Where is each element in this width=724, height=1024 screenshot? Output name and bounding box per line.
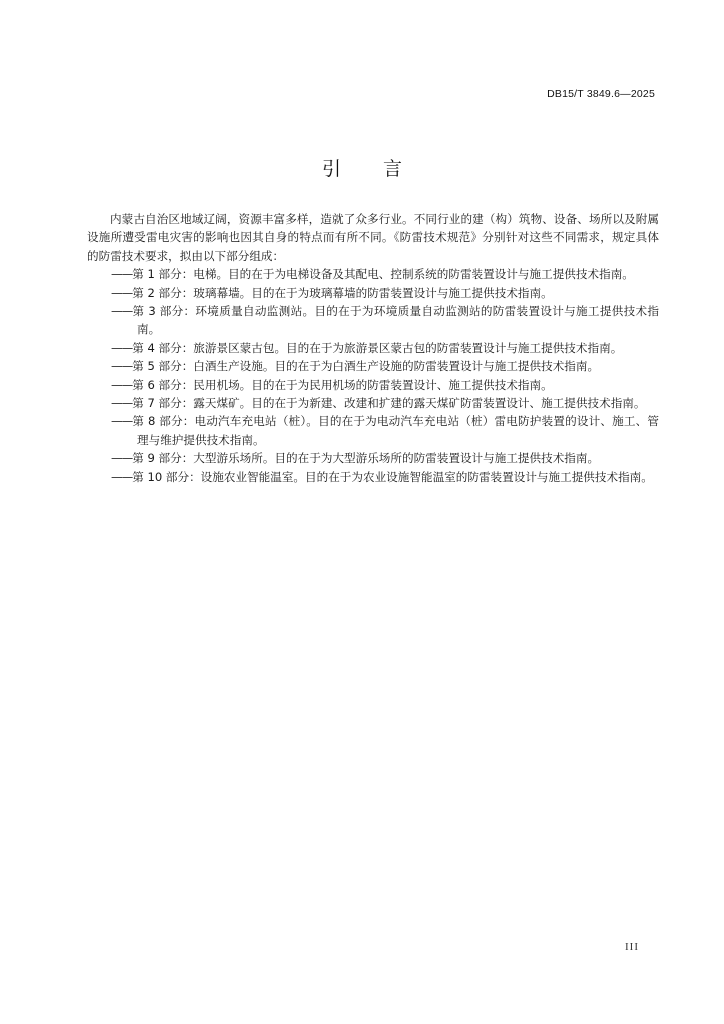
list-item-text: 第 1 部分：电梯。目的在于为电梯设备及其配电、控制系统的防雷装置设计与施工提供技术指南。 (132, 267, 634, 282)
list-item (87, 376, 659, 394)
list-item (87, 265, 659, 283)
list-item (87, 302, 659, 339)
page-number: III (625, 941, 639, 953)
list-dash: —— (111, 377, 133, 392)
list-dash: —— (111, 304, 133, 319)
list-dash: —— (111, 359, 133, 374)
list-item (87, 339, 659, 357)
list-dash: —— (111, 285, 133, 300)
list-item (87, 468, 659, 486)
list-item-text: 第 6 部分：民用机场。目的在于为民用机场的防雷装置设计、施工提供技术指南。 (132, 377, 553, 392)
list-item-text: 第 7 部分：露天煤矿。目的在于为新建、改建和扩建的露天煤矿防雷装置设计、施工提供技术指南。 (132, 396, 646, 411)
list-dash: —— (111, 451, 133, 466)
list-dash: —— (111, 469, 133, 484)
list-item (87, 394, 659, 412)
list-item (87, 412, 659, 449)
intro-paragraph: 内蒙古自治区地域辽阔，资源丰富多样，造就了众多行业。不同行业的建（构）筑物、设备、场所以及附属设施所遭受雷电灾害的影响也因其自身的特点而有所不同。《防雷技术规范》分别针对这些不同需求，规定具体的防雷技术要求，拟由以下部分组成： (87, 212, 659, 263)
list-item-text: 第 8 部分：电动汽车充电站（桩）。目的在于为电动汽车充电站（桩）雷电防护装置的设计、施工、管理与维护提供技术指南。 (132, 414, 659, 447)
list-item-text: 第 5 部分：白酒生产设施。目的在于为白酒生产设施的防雷装置设计与施工提供技术指南。 (132, 359, 600, 374)
list-item-text: 第 9 部分：大型游乐场所。目的在于为大型游乐场所的防雷装置设计与施工提供技术指南。 (132, 451, 600, 466)
list-item (87, 357, 659, 375)
parts-list (87, 265, 659, 486)
list-item-text: 第 4 部分：旅游景区蒙古包。目的在于为旅游景区蒙古包的防雷装置设计与施工提供技术指南。 (132, 340, 623, 355)
page-title: 引言 (321, 158, 444, 180)
document-body (87, 210, 659, 486)
list-dash: —— (111, 340, 133, 355)
list-item-text: 第 3 部分：环境质量自动监测站。目的在于为环境质量自动监测站的防雷装置设计与施工提供技术指南。 (132, 304, 659, 337)
list-item (87, 284, 659, 302)
list-item-text: 第 10 部分：设施农业智能温室。目的在于为农业设施智能温室的防雷装置设计与施工提供技术指南。 (132, 469, 653, 484)
document-code: DB15/T 3849.6—2025 (547, 88, 655, 100)
list-dash: —— (111, 396, 133, 411)
list-item-text: 第 2 部分：玻璃幕墙。目的在于为玻璃幕墙的防雷装置设计与施工提供技术指南。 (132, 285, 553, 300)
list-item (87, 449, 659, 467)
list-dash: —— (111, 267, 133, 282)
list-dash: —— (111, 414, 133, 429)
